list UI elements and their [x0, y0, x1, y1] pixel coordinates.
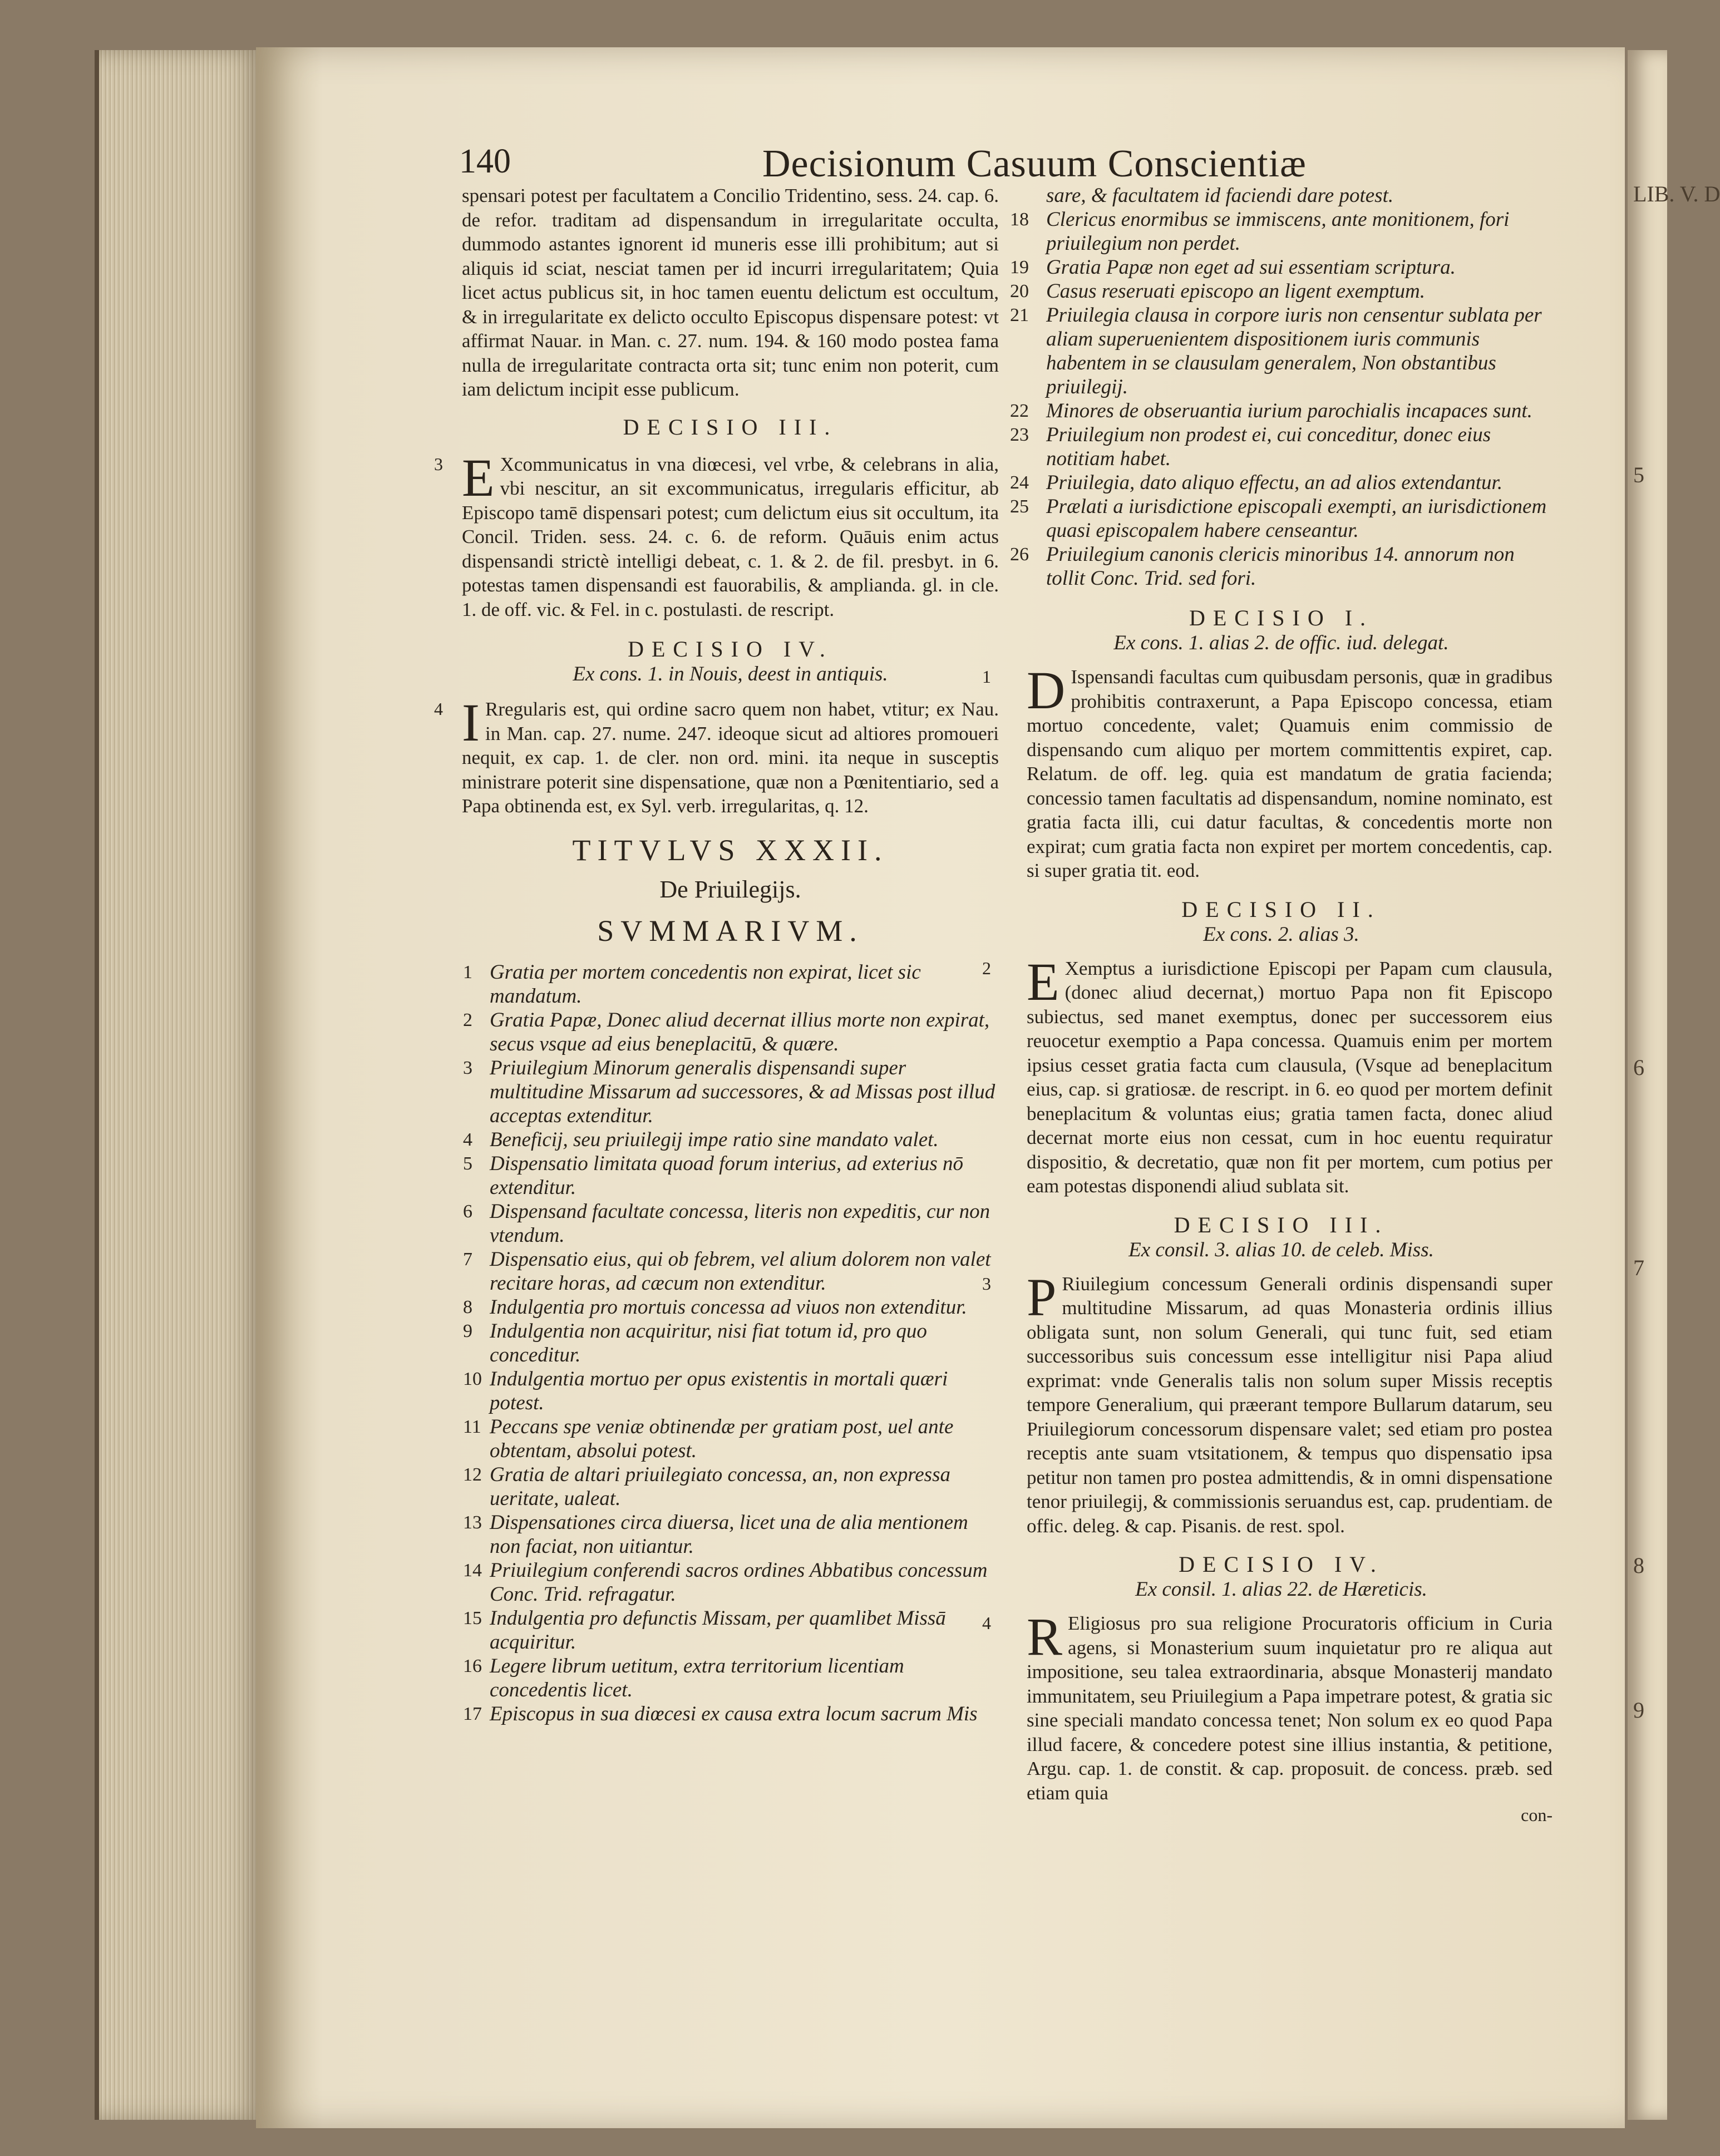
- summary-item-text: Peccans spe veniæ obtinendæ per gratiam post, uel ante obtentam, absolui potest.: [490, 1415, 954, 1462]
- summary-item: [463, 1558, 999, 1606]
- decisio-heading: DECISIO III.: [1174, 1212, 1389, 1237]
- summary-item: [463, 1654, 999, 1702]
- summary-item: [463, 960, 999, 1008]
- summary-list: [1010, 208, 1553, 590]
- running-title: Decisionum Casuum Conscientiæ: [762, 142, 1307, 185]
- margin-number: 3: [434, 453, 443, 474]
- drop-capital: P: [1027, 1267, 1057, 1327]
- summary-item-text: Indulgentia mortuo per opus existentis in mortali quæri potest.: [490, 1367, 948, 1414]
- titulus-heading: TITVLVS XXXII.: [572, 833, 889, 867]
- summary-item: [463, 1702, 999, 1726]
- summary-item-number: 1: [463, 961, 472, 983]
- summary-item-text: Episcopus in sua diœcesi ex causa extra locum sacrum Mis: [490, 1702, 978, 1725]
- summary-item-text: Dispensationes circa diuersa, licet una de alia mentionem non faciat, non uitiantur.: [490, 1511, 968, 1558]
- summary-item-text: Prælati a iurisdictione episcopali exempti, an iurisdictionem quasi episcopalem habere censeantur.: [1046, 495, 1547, 542]
- drop-capital: E: [1027, 951, 1059, 1012]
- drop-capital: R: [1027, 1607, 1063, 1666]
- summary-list: [462, 960, 999, 1726]
- decisio-text: Xcommunicatus in vna diœcesi, vel vrbe, & celebrans in alia, vbi nescitur, an sit excommunicatus, irregularis efficitur, ab Episcopo tamē dispensari potest; cum delictum eius sit occultum, ita Concil. Triden. sess. 24. c. 6. de reform. Quāuis enim actus dispensandi strictè intelligi debeat, c. 1. & 2. de fil. presbyt. in 6. potestas tamen dispensandi est fauorabilis, & amplianda. gl. in cle. 1. de off. vic. & Fel. in c. postulasti. de rescript.: [462, 453, 999, 620]
- summary-item-text: Priuilegia, dato aliquo effectu, an ad alios extendantur.: [1046, 471, 1503, 494]
- summary-item-text: Minores de obseruantia iurium parochialis incapaces sunt.: [1046, 399, 1532, 422]
- summary-item-number: 8: [463, 1296, 472, 1318]
- summary-item-text: Priuilegia clausa in corpore iuris non censentur sublata per aliam superuenientem dispositionem iuris communis habentem in se clausulam generalem, Non obstantibus priuilegij.: [1046, 304, 1542, 398]
- decisio-heading: DECISIO II.: [1181, 896, 1381, 922]
- summary-item-number: 15: [463, 1607, 482, 1629]
- margin-number: 4: [982, 1613, 991, 1633]
- summary-item-text: sare, & facultatem id faciendi dare potest.: [1046, 184, 1394, 207]
- summary-item: [1010, 399, 1553, 423]
- summary-item: [463, 1200, 999, 1247]
- right-column: [982, 184, 1553, 1826]
- summary-item: [1046, 184, 1553, 208]
- summary-item-text: Priuilegium canonis clericis minoribus 14. annorum non tollit Conc. Trid. sed fori.: [1046, 543, 1515, 590]
- summary-item-number: 18: [1010, 209, 1029, 230]
- summary-item-number: 25: [1010, 496, 1029, 517]
- summary-item: [1010, 208, 1553, 255]
- page-header: [459, 142, 1561, 186]
- summary-item: [463, 1319, 999, 1367]
- decisio-heading: DECISIO III.: [623, 414, 838, 440]
- summary-item-text: Dispensatio eius, qui ob febrem, vel alium dolorem non valet recitare horas, ad cæcum non extenditur.: [490, 1247, 991, 1295]
- decisio-source: Ex cons. 1. in Nouis, deest in antiquis.: [573, 663, 888, 685]
- left-column: [434, 184, 999, 1726]
- summary-item: [1010, 255, 1553, 279]
- summary-item-text: Indulgentia pro defunctis Missam, per quamlibet Missā acquiritur.: [490, 1606, 946, 1654]
- summary-item-text: Gratia de altari priuilegiato concessa, an, non expressa ueritate, ualeat.: [490, 1463, 950, 1510]
- decisio-source: Ex cons. 1. alias 2. de offic. iud. delegat.: [1113, 631, 1449, 654]
- summary-item-text: Legere librum uetitum, extra territorium licentiam concedentis licet.: [490, 1654, 904, 1701]
- drop-capital: D: [1027, 660, 1066, 720]
- facing-page-margin-number: 9: [1633, 1698, 1644, 1723]
- decisio-source: Ex consil. 3. alias 10. de celeb. Miss.: [1128, 1238, 1434, 1261]
- summary-item: [463, 1606, 999, 1654]
- summary-item: [463, 1463, 999, 1511]
- summary-item-number: 24: [1010, 472, 1029, 493]
- decisio-paragraph: [434, 693, 999, 818]
- margin-number: 4: [434, 699, 443, 719]
- margin-number: 1: [982, 667, 991, 687]
- facing-page-header-fragment: LIB. V. D: [1633, 181, 1720, 206]
- summary-item-text: Priuilegium conferendi sacros ordines Abbatibus concessum Conc. Trid. refragatur.: [490, 1558, 988, 1606]
- summary-item: [1010, 303, 1553, 399]
- summary-item-number: 2: [463, 1009, 472, 1030]
- decisio-text: Xemptus a iurisdictione Episcopi per Papam cum clausula, (donec aliud decernat,) mortuo Papa non fit Episcopo subiectus, sed manet exemptus, donec per successorem eius reuocetur exemptio a Papa concessa. Quamuis enim per mortem ipsius cesset gratia facta cum clausula, (Vsque ad beneplacitum eius, cap. si gratiosæ. de rescript. in 6. eo quod per mortem definit beneplacitum & voluntas eius; gratia tamen facta, donec aliud decernat morte eius non cessat, cum in hoc euentu requiratur dispositio, & decretatio, quæ non fit per mortem, cum potius per eam potestas disponendi aliud sublata sit.: [1027, 957, 1553, 1197]
- summary-item-number: 11: [463, 1416, 481, 1437]
- drop-capital: E: [462, 447, 495, 507]
- summary-item: [463, 1367, 999, 1415]
- summary-item-number: 21: [1010, 305, 1029, 325]
- summary-item-number: 19: [1010, 257, 1029, 278]
- summary-item-number: 26: [1010, 544, 1029, 565]
- book-fore-edge: [95, 50, 266, 2120]
- decisio-source: Ex consil. 1. alias 22. de Hæreticis.: [1135, 1578, 1427, 1601]
- decisio-heading: DECISIO IV.: [1179, 1552, 1384, 1577]
- summary-item-number: 23: [1010, 425, 1029, 445]
- decisio-source: Ex cons. 2. alias 3.: [1203, 922, 1359, 946]
- decisio-paragraph: [982, 951, 1553, 1198]
- page-number: 140: [459, 142, 511, 180]
- summary-item: [1010, 542, 1553, 590]
- decisio-text: Ispensandi facultas cum quibusdam personis, quæ in gradibus prohibitis contraxerunt, a Papa Episcopo concessa, etiam mortuo concedente, valet; Quamuis enim commissio de dispensando cum aliquo per mortem committentis expiret, cap. Relatum. de off. leg. quia est mandatum de gratia facienda; concessio tamen facultatis ad dispensandum, nomine nominato, est gratia facta illi, cui datur facultas, & concedentis morte non expirat; cum gratia facta non expiret per mortem concedentis, cap. si super gratia tit. eod.: [1027, 666, 1553, 881]
- summary-list-continued: [1010, 184, 1553, 208]
- margin-number: 3: [982, 1273, 991, 1294]
- decisio-paragraph: [982, 660, 1553, 883]
- summary-item-number: 7: [463, 1249, 472, 1270]
- margin-number: 2: [982, 958, 991, 978]
- summary-item-text: Gratia Papæ non eget ad sui essentiam scriptura.: [1046, 256, 1456, 279]
- summary-item-number: 14: [463, 1560, 482, 1581]
- summary-item-number: 5: [463, 1153, 472, 1174]
- summary-item: [463, 1415, 999, 1463]
- summary-item-number: 10: [463, 1368, 482, 1389]
- titulus-subtitle: De Priuilegijs.: [659, 875, 801, 903]
- summary-item: [463, 1247, 999, 1295]
- facing-page-margin-number: 5: [1633, 462, 1644, 487]
- facing-page-margin-number: 8: [1633, 1553, 1644, 1578]
- summary-item-text: Beneficij, seu priuilegij impe ratio sine mandato valet.: [490, 1128, 939, 1151]
- summary-item-number: 17: [463, 1703, 482, 1724]
- summary-item-number: 22: [1010, 401, 1029, 421]
- catchword: con-: [1521, 1805, 1553, 1825]
- summary-item-number: 3: [463, 1057, 472, 1078]
- continued-paragraph: spensari potest per facultatem a Concilio Tridentino, sess. 24. cap. 6. de refor. traditam ad dispensandum in irregularitate occulta, dummodo astantes ignorent id muneris esse illi prohibitum; aut si aliquis id sciat, nesciat tamen per id incurri irregularitatem; Quia licet actus publicus sit, in hoc tamen euentu delictum est occultum, & in irregularitate ex delicto occulto Episcopus dispensare potest: vt affirmat Nauar. in Man. c. 27. num. 194. & 160 modo postea fama nulla de irregularitate contracta orta sit; tunc enim non poterit, cum iam delictum incipit esse publicum.: [462, 185, 999, 400]
- summary-item: [463, 1056, 999, 1128]
- decisio-heading: DECISIO I.: [1189, 605, 1374, 630]
- summary-item-text: Gratia Papæ, Donec aliud decernat illius morte non expirat, secus vsque ad eius beneplacitū, & quære.: [490, 1008, 990, 1055]
- summary-item-text: Priuilegium non prodest ei, cui conceditur, donec eius notitiam habet.: [1046, 423, 1491, 470]
- summary-item-text: Indulgentia non acquiritur, nisi fiat totum id, pro quo conceditur.: [490, 1319, 927, 1366]
- summary-item-text: Clericus enormibus se immiscens, ante monitionem, fori priuilegium non perdet.: [1046, 208, 1510, 255]
- summary-item: [463, 1008, 999, 1056]
- decisio-paragraph: [982, 1267, 1553, 1538]
- summary-item-number: 9: [463, 1320, 472, 1341]
- facing-page-margin-number: 6: [1633, 1055, 1644, 1080]
- summary-item-number: 20: [1010, 281, 1029, 302]
- decisio-paragraph: [434, 447, 999, 622]
- decisio-text: Rregularis est, qui ordine sacro quem non habet, vtitur; ex Nau. in Man. cap. 27. nume. 247. ideoque sicut ad altiores promoueri nequit, ex cap. 1. de cler. non ord. mini. ita neque in susceptis ministrare poterit sine dispensatione, quæ non a Pœnitentiario, sed a Papa obtinenda est, ex Syl. verb. irregularitas, q. 12.: [462, 698, 999, 817]
- facing-page-margin-number: 7: [1633, 1255, 1644, 1280]
- summarium-heading: SVMMARIVM.: [597, 914, 864, 948]
- summary-item-text: Gratia per mortem concedentis non expirat, licet sic mandatum.: [490, 960, 921, 1008]
- summary-item-text: Priuilegium Minorum generalis dispensandi super multitudine Missarum ad successores, & ad Missas post illud acceptas extenditur.: [490, 1056, 995, 1127]
- drop-capital: I: [462, 693, 480, 752]
- summary-item-text: Casus reseruati episcopo an ligent exemptum.: [1046, 280, 1425, 303]
- decisio-text: Riuilegium concessum Generali ordinis dispensandi super multitudine Missarum, ad quas Monasteria ordinis illius obligata sunt, non solum Generali, qui tunc fuit, sed etiam successoribus suis concessum esse intelligitur nisi Papa aliud exprimat: vnde Generalis talis non solum super Missis receptis tempore Generalium, qui præerant tempore Bullarum datarum, seu Priuilegiorum concessorum dispensare valet; sed etiam pro postea receptis ante suam vtsitationem, & tempus quo dispensatio ipsa petitur non tamen pro postea admittendis, & in omni dispensatione tenor priuilegij, & commissionis seruandus est, cap. prudentiam. de offic. deleg. & cap. Pisanis. de rest. spol.: [1027, 1272, 1553, 1537]
- decisio-heading: DECISIO IV.: [628, 637, 833, 662]
- facing-page-edge: [1628, 50, 1720, 2120]
- decisio-paragraph: [982, 1607, 1553, 1805]
- summary-item: [463, 1128, 999, 1152]
- summary-item-number: 4: [463, 1129, 472, 1150]
- summary-item: [1010, 471, 1553, 495]
- summary-item: [1010, 279, 1553, 303]
- summary-item: [463, 1295, 999, 1319]
- summary-item-number: 6: [463, 1201, 472, 1222]
- summary-item-number: 13: [463, 1512, 482, 1533]
- summary-item-text: Dispensand facultate concessa, literis non expeditis, cur non vtendum.: [490, 1200, 990, 1247]
- summary-item: [1010, 495, 1553, 542]
- summary-item-text: Dispensatio limitata quoad forum interius, ad exterius nō extenditur.: [490, 1152, 963, 1199]
- summary-item-number: 16: [463, 1655, 482, 1676]
- decisio-text: Eligiosus pro sua religione Procuratoris officium in Curia agens, si Monasterium suum inquietatur pro re aliqua aut impositione, seu talea extraordinaria, absque Monasterij mandato immunitatem, seu Priuilegium a Papa impetrare potest, & gratia sic sine speciali mandato concessa tenet; Non solum ex eo quod Papa illud facere, & concedere potest sine illius instantia, & petitione, Argu. cap. 1. de constit. & cap. proposuit. de concess. præb. sed etiam quia: [1027, 1612, 1553, 1804]
- summary-item: [463, 1511, 999, 1558]
- summary-item: [463, 1152, 999, 1200]
- summary-item-number: 12: [463, 1464, 482, 1485]
- summary-item-text: Indulgentia pro mortuis concessa ad viuos non extenditur.: [490, 1295, 967, 1319]
- summary-item: [1010, 423, 1553, 471]
